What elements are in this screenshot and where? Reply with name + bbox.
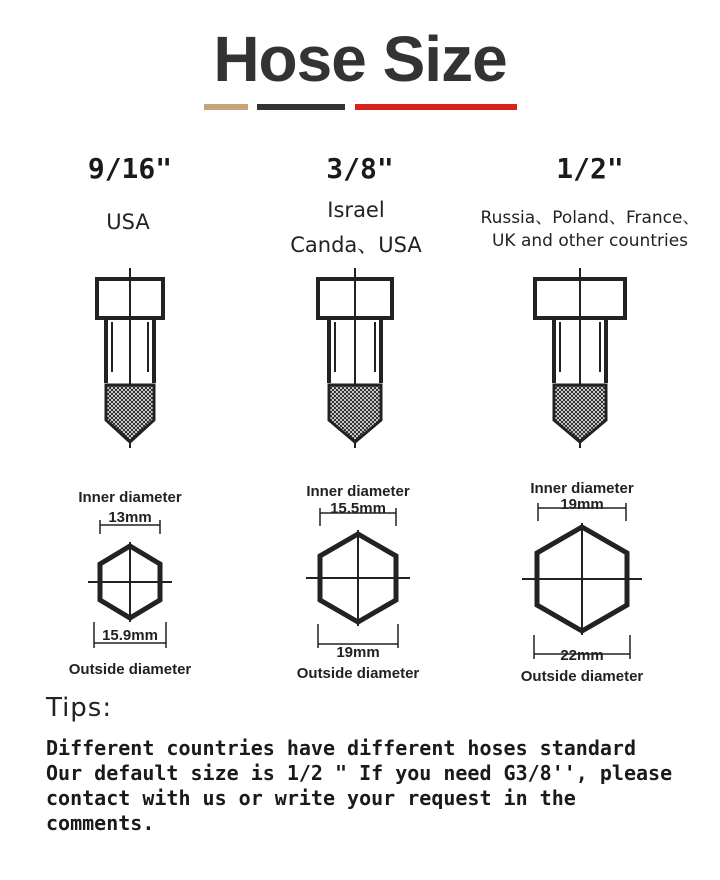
tips-line-1: Different countries have different hoses standard bbox=[46, 736, 637, 760]
tips-line-2: Our default size is 1/2 " If you need G3/8'', please bbox=[46, 761, 673, 785]
inner-diameter-label-2: Inner diameter bbox=[306, 483, 410, 500]
fitting-drawing-2 bbox=[318, 268, 392, 448]
country-text-2a: Israel bbox=[327, 198, 385, 222]
tips-body bbox=[46, 736, 706, 836]
tips-line-3: contact with us or write your request in the bbox=[46, 786, 576, 810]
outer-diameter-label-1: Outside diameter bbox=[68, 661, 192, 678]
outer-diameter-value-1: 15.9mm bbox=[102, 627, 158, 644]
fitting-drawing-3 bbox=[535, 268, 625, 448]
country-text-3b: UK and other countries bbox=[491, 231, 689, 251]
inner-diameter-value-2: 15.5mm bbox=[330, 500, 386, 517]
outer-diameter-value-2: 19mm bbox=[336, 644, 380, 661]
outer-diameter-label-3: Outside diameter bbox=[520, 668, 644, 685]
outer-diameter-value-3: 22mm bbox=[560, 647, 604, 664]
inner-diameter-label-3: Inner diameter bbox=[530, 480, 634, 497]
hex-diagram-1 bbox=[69, 489, 192, 678]
hex-diagram-2 bbox=[297, 483, 420, 682]
size-heading-3: 1/2" bbox=[556, 152, 624, 185]
size-heading-1: 9/16" bbox=[87, 152, 173, 185]
country-text-3a: Russia、Poland、France、 bbox=[480, 208, 700, 228]
country-text-1: USA bbox=[106, 210, 150, 234]
country-text-2b: Canda、USA bbox=[290, 233, 422, 257]
page-title: Hose Size bbox=[213, 23, 507, 95]
tips-heading: Tips: bbox=[46, 693, 113, 723]
tips-line-4: comments. bbox=[46, 811, 155, 835]
outer-diameter-label-2: Outside diameter bbox=[296, 665, 420, 682]
fitting-drawing-1 bbox=[97, 268, 163, 448]
hex-diagram-3 bbox=[521, 480, 644, 685]
size-heading-2: 3/8" bbox=[326, 152, 394, 185]
inner-diameter-label-1: Inner diameter bbox=[78, 489, 182, 506]
inner-diameter-value-1: 13mm bbox=[108, 509, 152, 526]
inner-diameter-value-3: 19mm bbox=[560, 496, 604, 513]
